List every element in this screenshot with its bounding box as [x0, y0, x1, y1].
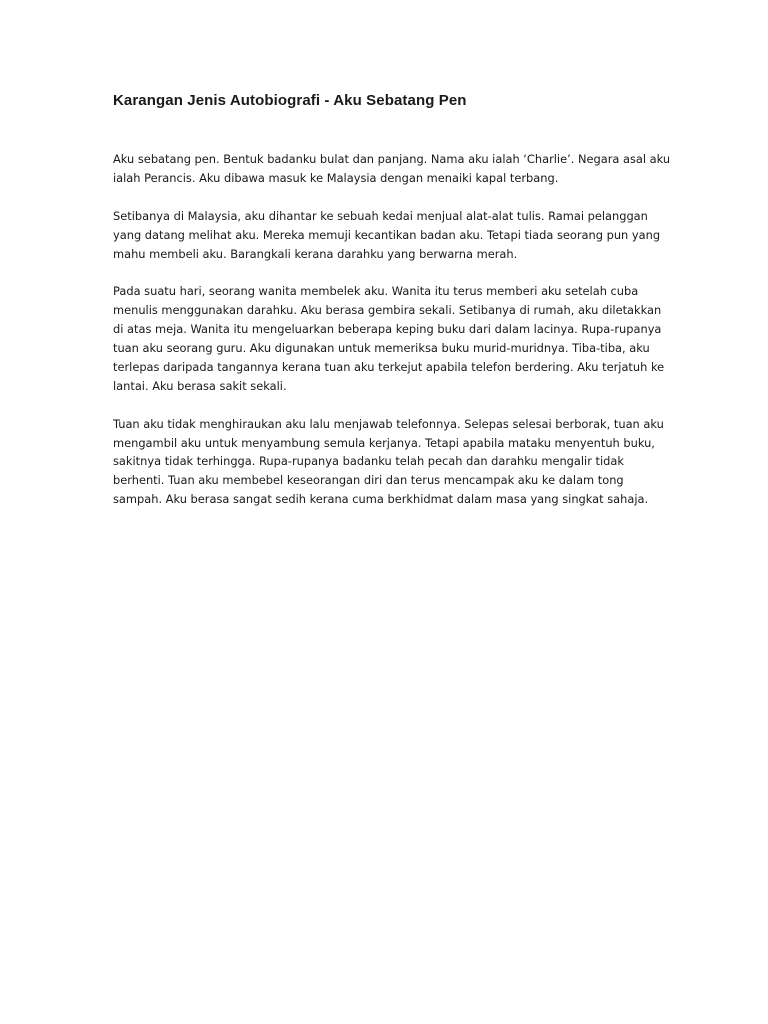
text-line: ialah Perancis. Aku dibawa masuk ke Malaysia dengan menaiki kapal terbang.	[113, 170, 559, 185]
text-line: Aku sebatang pen. Bentuk badanku bulat dan panjang. Nama aku ialah ‘Charlie’. Negara asal aku	[113, 152, 671, 166]
text-line: menulis menggunakan darahku. Aku berasa gembira sekali. Setibanya di rumah, aku diletakkan	[113, 303, 662, 318]
text-line: terlepas daripada tangannya kerana tuan aku terkejut apabila telefon berdering. Aku terjatuh ke	[113, 359, 665, 374]
text-line: di atas meja. Wanita itu mengeluarkan beberapa keping buku dari dalam lacinya. Rupa-rupanya	[113, 322, 662, 337]
document-title: Karangan Jenis Autobiografi - Aku Sebatang Pen	[113, 92, 467, 109]
text-line: sakitnya tidak terhingga. Rupa-rupanya badanku telah pecah dan darahku mengalir tidak	[113, 454, 624, 469]
text-line: yang datang melihat aku. Mereka memuji kecantikan badan aku. Tetapi tiada seorang pun yang	[113, 227, 661, 242]
text-line: Setibanya di Malaysia, aku dihantar ke sebuah kedai menjual alat-alat tulis. Ramai pelanggan	[113, 208, 648, 223]
text-line: Pada suatu hari, seorang wanita membelek aku. Wanita itu terus memberi aku setelah cuba	[113, 284, 639, 299]
text-line: berhenti. Tuan aku membebel keseorangan diri dan terus mencampak aku ke dalam tong	[113, 473, 624, 488]
text-line: Tuan aku tidak menghiraukan aku lalu menjawab telefonnya. Selepas selesai berborak, tuan aku	[113, 416, 664, 431]
text-line: tuan aku seorang guru. Aku digunakan untuk memeriksa buku murid-muridnya. Tiba-tiba, aku	[113, 341, 650, 356]
paragraph-1	[113, 150, 671, 188]
text-line: mahu membeli aku. Barangkali kerana darahku yang berwarna merah.	[113, 246, 518, 261]
paragraph-4	[113, 415, 664, 510]
text-line: sampah. Aku berasa sangat sedih kerana cuma berkhidmat dalam masa yang singkat sahaja.	[113, 492, 649, 507]
paragraph-3	[113, 282, 665, 395]
document-body	[113, 150, 671, 528]
paragraph-2	[113, 207, 661, 264]
text-line: mengambil aku untuk menyambung semula kerjanya. Tetapi apabila mataku menyentuh buku,	[113, 435, 655, 450]
text-line: lantai. Aku berasa sakit sekali.	[113, 378, 287, 393]
